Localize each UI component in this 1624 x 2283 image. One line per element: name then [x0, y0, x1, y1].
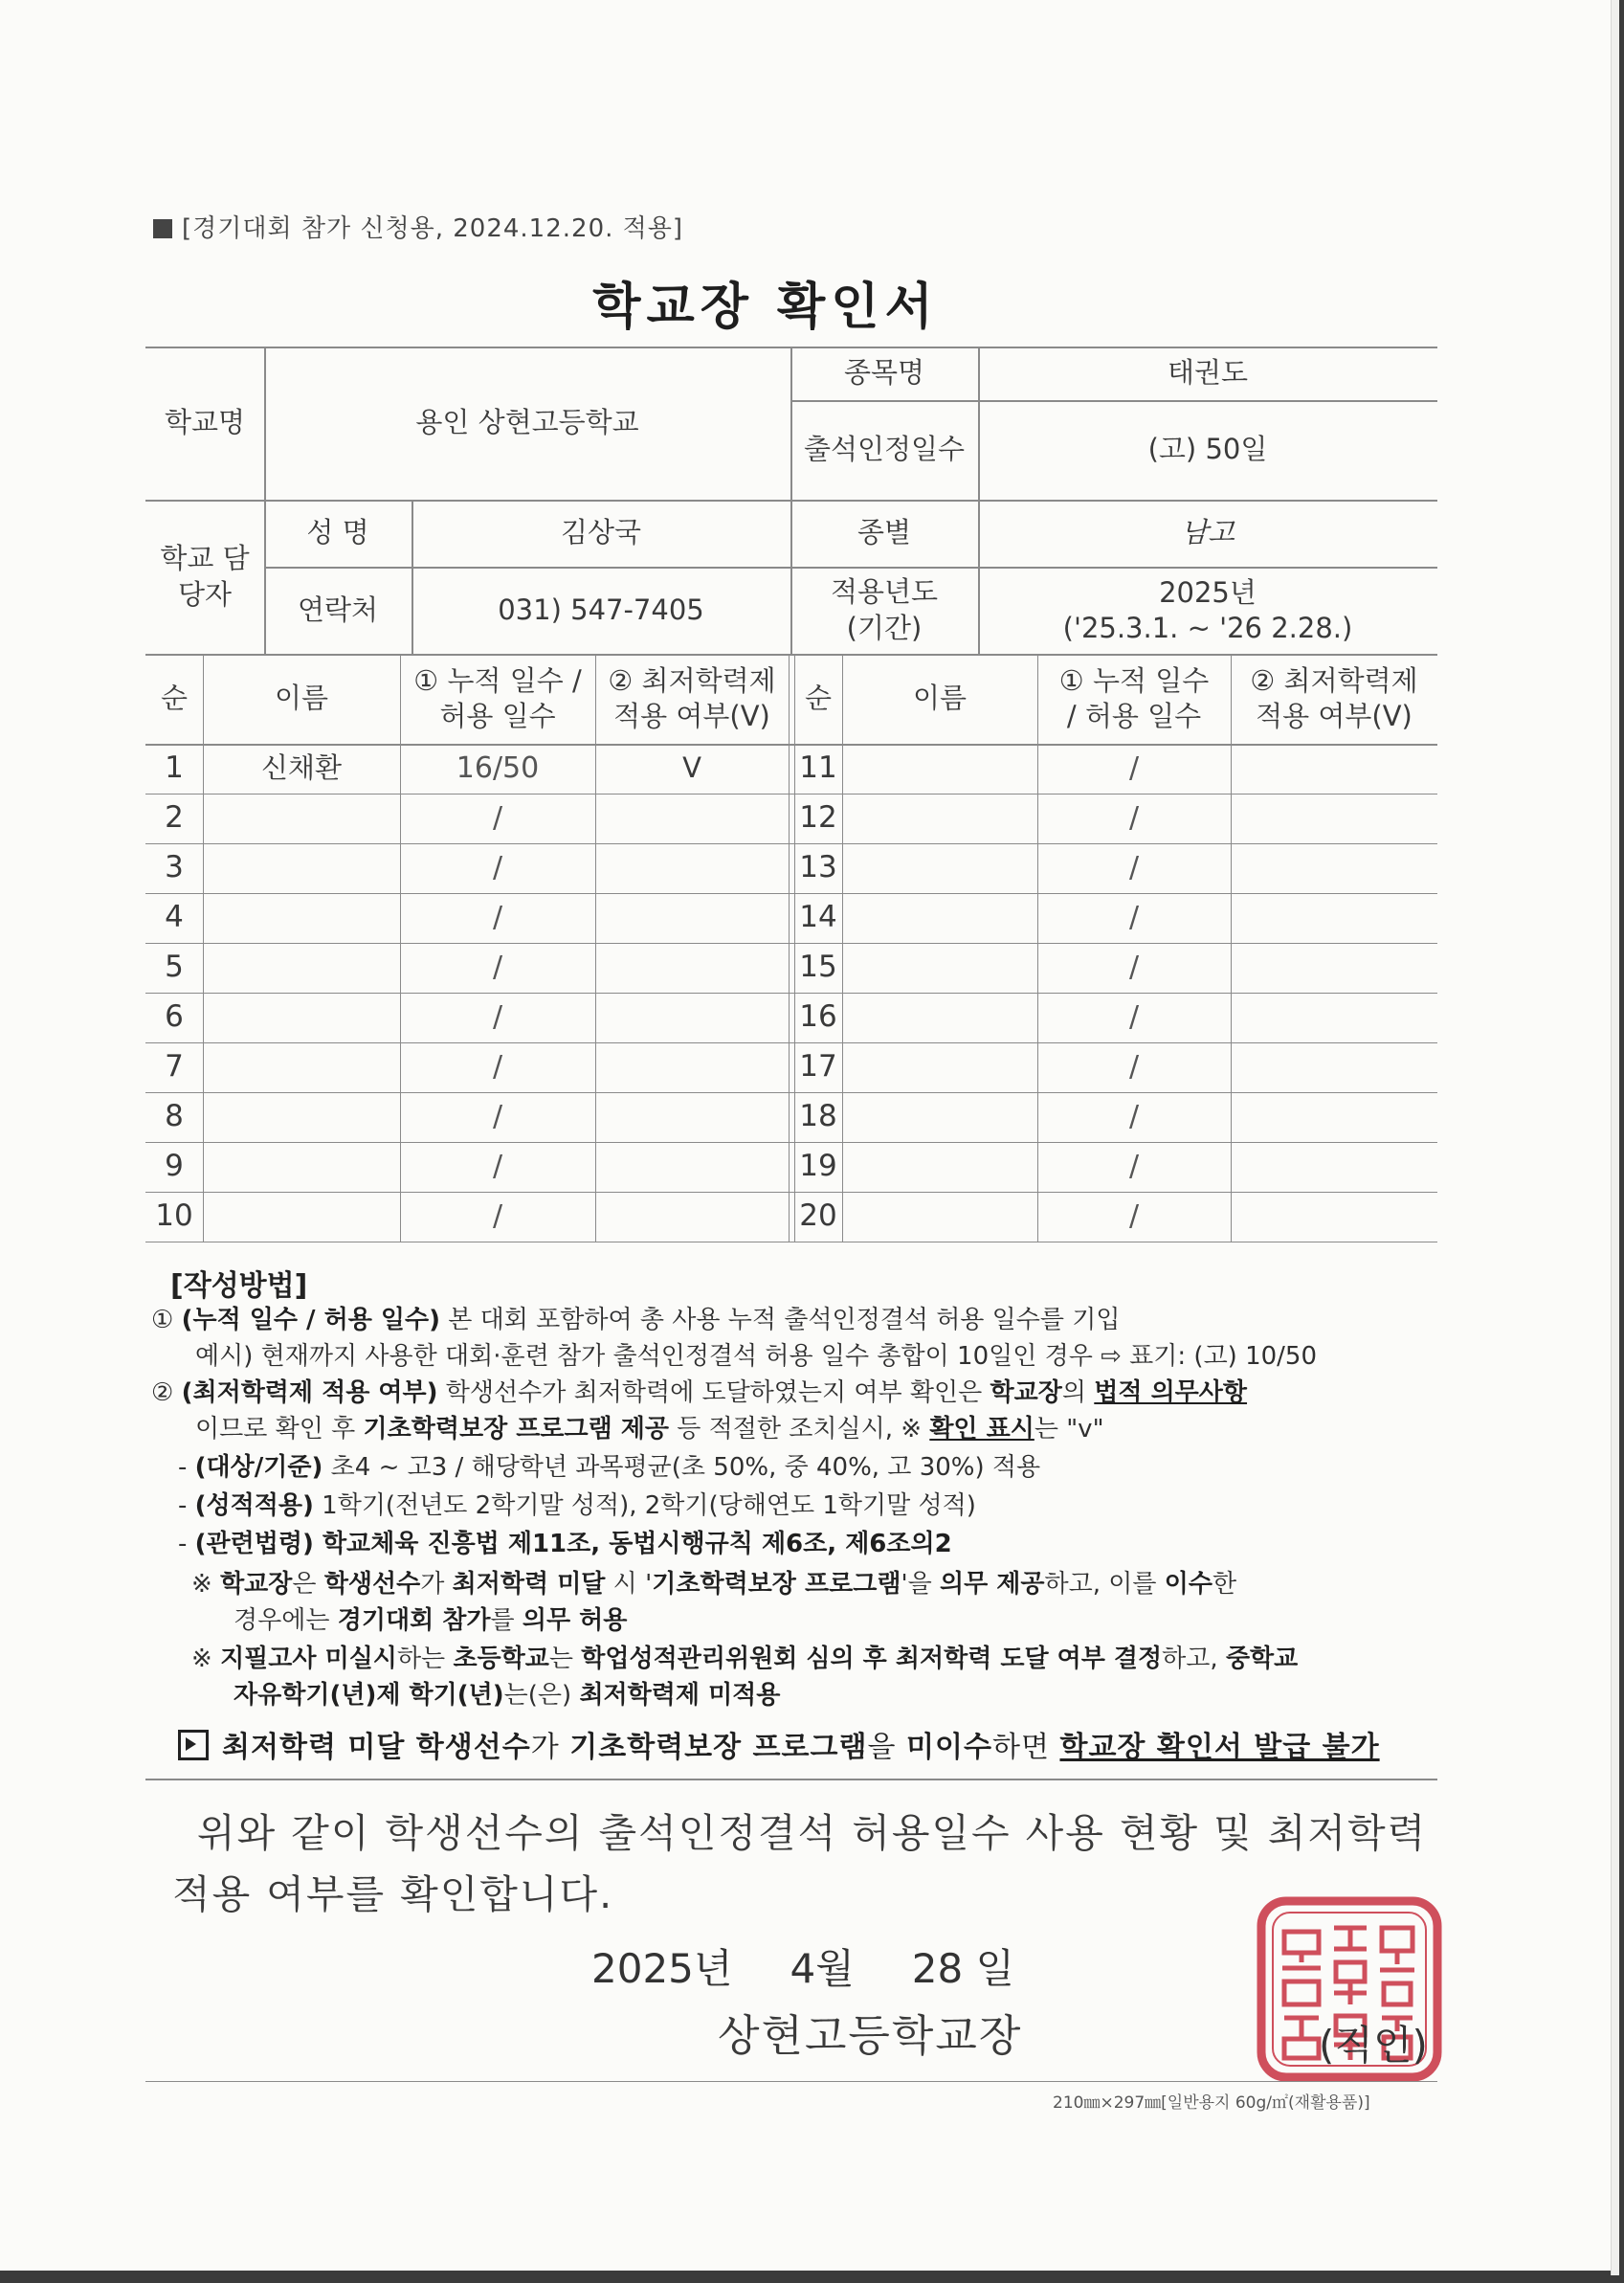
note-text: 는(은) [503, 1681, 580, 1710]
seal-label: (직인) [1319, 2022, 1428, 2069]
row-name [203, 893, 400, 943]
period-value: ('25.3.1. ~ '26 2.28.) [1062, 612, 1353, 644]
category-label: 종별 [856, 516, 912, 549]
row-min-check [1231, 843, 1437, 893]
date-day: 28 일 [911, 1945, 1015, 1992]
row-number: 8 [165, 1099, 184, 1134]
notice-bold: 기초학력보장 프로그램 [569, 1731, 868, 1764]
note-text: 를 [490, 1606, 523, 1635]
note-bold: 최저학력제 미적용 [579, 1681, 781, 1710]
note-bold: 경기대회 참가 [337, 1606, 491, 1635]
row-days: / [1128, 1049, 1140, 1084]
notice-bold: 최저학력 미달 학생선수 [222, 1731, 531, 1764]
note-2 [191, 1641, 1435, 1677]
note-bold: 중학교 [1225, 1645, 1299, 1673]
dash: - [178, 1530, 195, 1558]
row-name [203, 993, 400, 1042]
row-name [203, 794, 400, 843]
sport-label: 종목명 [843, 356, 925, 390]
row-number: 6 [165, 999, 184, 1035]
col-header-name: 이름 [912, 682, 968, 715]
note-bold: 학업성적관리위원회 심의 후 최저학력 도달 여부 결정 [581, 1645, 1163, 1673]
contact-value: 031) 547-7405 [498, 593, 704, 626]
row-number: 2 [165, 800, 184, 836]
row-name [203, 943, 400, 993]
item2-text: 학생선수가 최저학력에 도달하였는지 여부 확인은 [437, 1378, 990, 1407]
notice-text: 을 [867, 1731, 907, 1764]
row-days: / [1128, 750, 1140, 785]
row-days: / [492, 900, 503, 934]
row-min-check [595, 893, 789, 943]
row-name [842, 744, 1037, 794]
row-number: 3 [165, 850, 184, 885]
row-name [203, 843, 400, 893]
instruction-item-2-line2 [195, 1411, 1497, 1447]
row-days: / [1128, 999, 1140, 1034]
note-1 [191, 1566, 1435, 1602]
row-min-check [595, 943, 789, 993]
notice-underlined: 학교장 확인서 발급 불가 [1059, 1731, 1380, 1764]
item1-text: 본 대회 포함하여 총 사용 누적 출석인정결석 허용 일수를 기입 [439, 1306, 1121, 1334]
sub2-title: (성적적용) [194, 1491, 314, 1520]
note-text: 는 [548, 1645, 582, 1673]
item2-bold: 학교장 [990, 1378, 1062, 1407]
school-value: 용인 상현고등학교 [415, 406, 639, 439]
item2-text: 이므로 확인 후 [195, 1415, 364, 1444]
row-number: 13 [799, 850, 837, 885]
row-days: / [492, 850, 503, 884]
attendance-value: (고) 50일 [1147, 433, 1268, 466]
instruction-item-1 [151, 1302, 1453, 1338]
row-days: / [492, 1049, 503, 1084]
row-number: 16 [799, 999, 837, 1035]
name-value: 김상국 [560, 516, 642, 549]
row-name [842, 843, 1037, 893]
reference-mark: ※ [191, 1570, 221, 1599]
document-title: 학교장 확인서 [592, 279, 939, 336]
row-number: 9 [165, 1149, 184, 1184]
col-header-name: 이름 [274, 682, 329, 715]
row-number: 11 [799, 750, 837, 786]
row-min-check [595, 843, 789, 893]
year-label: 적용년도 (기간) [830, 575, 939, 644]
instructions-heading: [작성방법] [170, 1269, 308, 1303]
row-number: 10 [155, 1198, 193, 1234]
row-number: 4 [165, 900, 184, 935]
note-text: 경우에는 [234, 1606, 338, 1635]
col-header-no: 순 [804, 682, 832, 715]
row-name [203, 1092, 400, 1142]
row-days: / [1128, 800, 1140, 835]
row-min-check [1231, 1092, 1437, 1142]
item2-text: 등 적절한 조치실시, ※ [669, 1415, 930, 1444]
sub1-title: (대상/기준) [194, 1453, 323, 1482]
note-text: 한 [1212, 1570, 1237, 1599]
note-bold: 기초학력보장 프로그램 [652, 1570, 901, 1599]
notice-line [178, 1723, 1380, 1765]
row-number: 5 [165, 950, 184, 985]
circled-1-marker: ① [151, 1306, 174, 1334]
year-value: 2025년 [1159, 575, 1257, 609]
contact-label: 연락처 [297, 593, 379, 626]
note-bold: 의무 제공 [939, 1570, 1045, 1599]
header-note [153, 209, 683, 244]
sub1-text: 초4 ~ 고3 / 해당학년 과목평균(초 50%, 중 40%, 고 30%) 적용 [323, 1453, 1041, 1482]
sub-item-law [178, 1526, 1479, 1562]
issue-date [591, 1937, 1014, 1995]
sub2-text: 1학기(전년도 2학기말 성적), 2학기(당해연도 1학기말 성적) [313, 1491, 976, 1520]
note-bold: 최저학력 미달 [452, 1570, 606, 1599]
note-text: '을 [901, 1570, 940, 1599]
row-name [842, 893, 1037, 943]
item2-text: 는 "v" [1034, 1415, 1104, 1444]
note-text: 하고, 이를 [1044, 1570, 1165, 1599]
header-note-text: [경기대회 참가 신청용, 2024.12.20. 적용] [182, 214, 684, 243]
instruction-item-2 [151, 1375, 1453, 1411]
dash: - [178, 1453, 195, 1482]
circled-2-marker: ② [151, 1378, 174, 1407]
item2-bold: 기초학력보장 프로그램 제공 [363, 1415, 669, 1444]
row-name [842, 1192, 1037, 1242]
note-bold: 의무 허용 [522, 1606, 628, 1635]
row-days: / [1128, 900, 1140, 934]
attendance-label: 출석인정일수 [803, 433, 966, 466]
row-days: / [1128, 850, 1140, 884]
row-min-check [1231, 993, 1437, 1042]
row-days: / [492, 1149, 503, 1183]
dash: - [178, 1491, 195, 1520]
row-min-check [1231, 893, 1437, 943]
note-bold: 학교장 [220, 1570, 293, 1599]
sport-value: 태권도 [1167, 356, 1249, 390]
row-min-check [595, 794, 789, 843]
row-min-check [595, 1092, 789, 1142]
principal-title: 상현고등학교장 [718, 2010, 1023, 2061]
row-number: 14 [799, 900, 837, 935]
note-text: 하고, [1162, 1645, 1226, 1673]
sub-item-grades [178, 1488, 1479, 1524]
confirmation-line-1: 위와 같이 학생선수의 출석인정결석 허용일수 사용 현황 및 최저학력 [197, 1810, 1428, 1856]
row-days: / [492, 800, 503, 835]
row-min-check [1231, 794, 1437, 843]
row-days: / [1128, 950, 1140, 984]
row-days: / [492, 999, 503, 1034]
name-label: 성 명 [306, 516, 369, 549]
item2-text: 의 [1061, 1378, 1095, 1407]
rule [789, 654, 790, 1242]
row-min-check [1231, 943, 1437, 993]
row-days: / [1128, 1099, 1140, 1133]
note-text: 하는 [396, 1645, 454, 1673]
item2-underlined: 확인 표시 [929, 1415, 1034, 1444]
notice-text: 하면 [991, 1731, 1060, 1764]
note-bold: 학생선수 [323, 1570, 421, 1599]
manager-label: 학교 담당자 [160, 542, 250, 611]
col-header-days: ① 누적 일수 / 허용 일수 [413, 663, 582, 732]
note-text: 가 [420, 1570, 453, 1599]
row-number: 1 [165, 750, 184, 786]
row-days: / [1128, 1149, 1140, 1183]
row-number: 20 [799, 1198, 837, 1234]
row-min-check [595, 1142, 789, 1192]
rule [145, 1779, 1437, 1780]
row-min-check [595, 1192, 789, 1242]
date-month: 4월 [790, 1945, 855, 1992]
item1-title: (누적 일수 / 허용 일수) [181, 1306, 440, 1334]
notice-text: 가 [530, 1731, 570, 1764]
item2-title: (최저학력제 적용 여부) [181, 1378, 438, 1407]
note-text: 은 [292, 1570, 324, 1599]
school-label: 학교명 [164, 406, 246, 439]
note-bold: 자유학기(년)제 학기(년) [234, 1681, 504, 1710]
row-min-check [595, 1042, 789, 1092]
instruction-example: 예시) 현재까지 사용한 대회·훈련 참가 출석인정결석 허용 일수 총합이 10일인 경우 ⇨ 표기: (고) 10/50 [195, 1342, 1318, 1371]
col-header-min: ② 최저학력제 적용 여부(V) [608, 663, 776, 732]
note-2-line2 [234, 1677, 1535, 1713]
row-number: 7 [165, 1049, 184, 1085]
row-name [842, 794, 1037, 843]
row-name [203, 1142, 400, 1192]
col-header-days: ① 누적 일수 / 허용 일수 [1058, 663, 1210, 732]
row-min-check [1231, 1192, 1437, 1242]
note-1-line2 [234, 1602, 1535, 1639]
date-year: 2025년 [591, 1945, 733, 1992]
row-number: 15 [799, 950, 837, 985]
item2-bold: 법적 의무사항 [1094, 1378, 1248, 1407]
row-name [842, 993, 1037, 1042]
row-name [203, 1042, 400, 1092]
row-days: / [492, 1099, 503, 1133]
row-min-check [1231, 1042, 1437, 1092]
row-number: 17 [799, 1049, 837, 1085]
row-days: 16/50 [456, 750, 540, 785]
row-min-check [1231, 1142, 1437, 1192]
row-days: / [492, 950, 503, 984]
rule [145, 2081, 1437, 2082]
paper-spec-footer: 210㎜×297㎜[일반용지 60g/㎡(재활용품)] [1053, 2093, 1370, 2113]
reference-mark: ※ [191, 1645, 221, 1673]
row-number: 18 [799, 1099, 837, 1134]
row-name [842, 1142, 1037, 1192]
row-days: / [1128, 1198, 1140, 1233]
row-days: / [492, 1198, 503, 1233]
col-header-min: ② 최저학력제 적용 여부(V) [1250, 663, 1418, 732]
row-min-check [595, 993, 789, 1042]
row-min-check [1231, 744, 1437, 794]
category-value: 남고 [1180, 516, 1235, 549]
row-name [203, 1192, 400, 1242]
row-name [842, 1092, 1037, 1142]
col-header-no: 순 [160, 682, 188, 715]
row-name [842, 943, 1037, 993]
note-text: 시 ' [605, 1570, 653, 1599]
row-name: 신채환 [260, 751, 343, 785]
square-bullet-icon [153, 219, 172, 238]
note-bold: 초등학교 [453, 1645, 549, 1673]
notice-bold: 미이수 [906, 1731, 992, 1764]
note-bold: 지필고사 미실시 [220, 1645, 397, 1673]
row-name [842, 1042, 1037, 1092]
row-min-check: V [682, 751, 701, 785]
sub-item-target [178, 1449, 1479, 1486]
arrow-box-icon [178, 1730, 209, 1760]
paper-edge [1611, 0, 1619, 2275]
row-number: 19 [799, 1149, 837, 1184]
sub3-text: (관련법령) 학교체육 진흥법 제11조, 동법시행규칙 제6조, 제6조의2 [194, 1530, 952, 1558]
note-bold: 이수 [1164, 1570, 1212, 1599]
confirmation-line-2: 적용 여부를 확인합니다. [172, 1871, 614, 1917]
row-number: 12 [799, 800, 837, 836]
